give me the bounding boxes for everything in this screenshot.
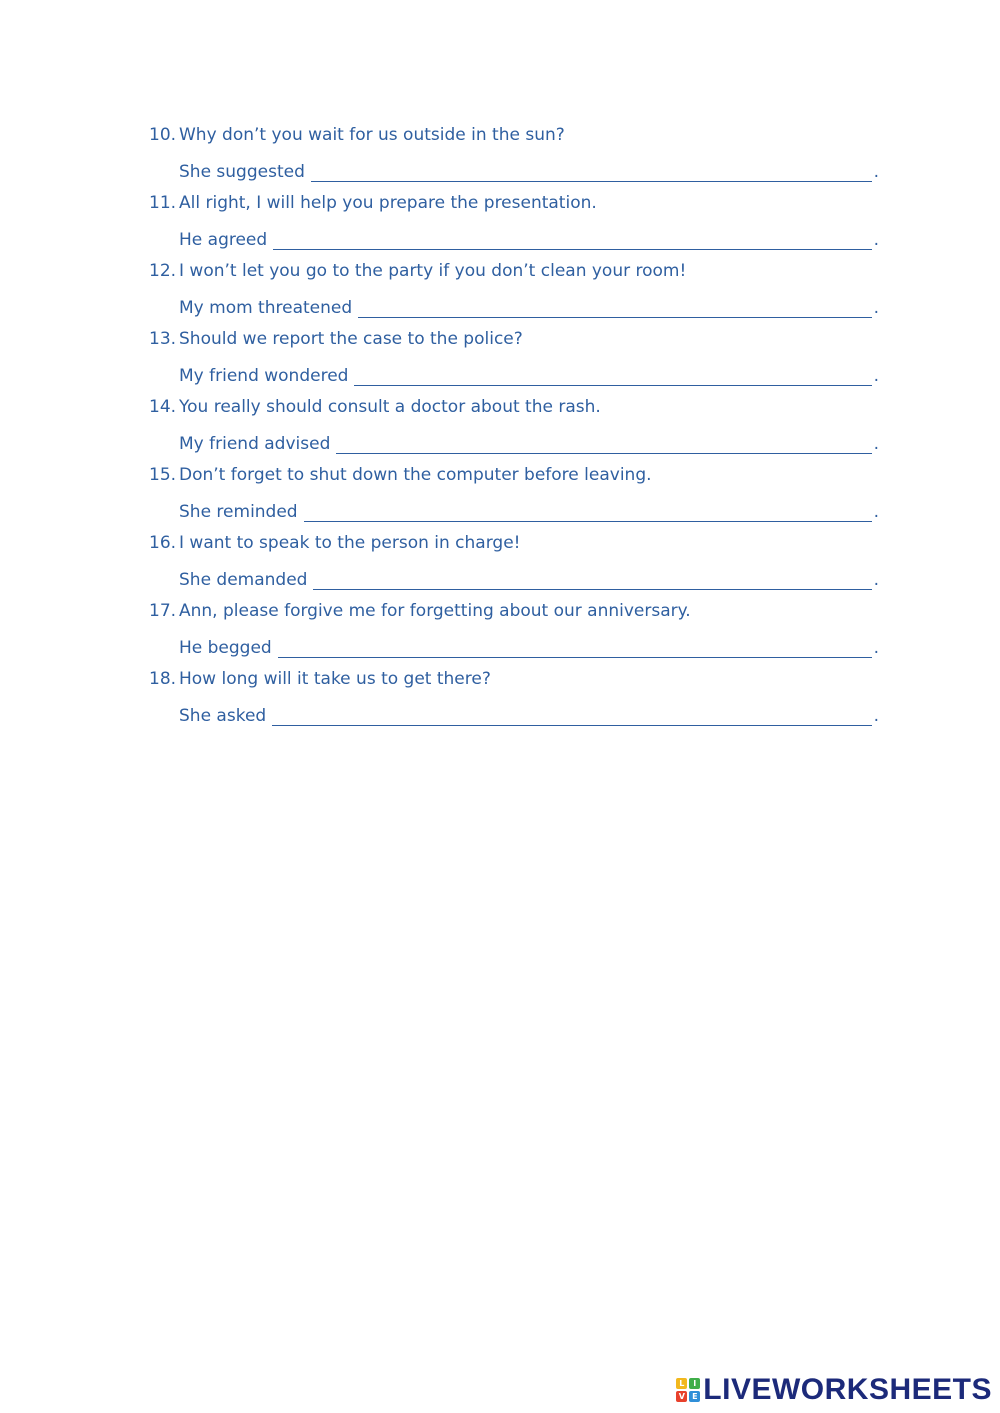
answer-stem: She suggested <box>179 162 305 182</box>
exercise-prompt-line <box>149 118 879 152</box>
answer-field[interactable] <box>358 301 871 318</box>
exercise-prompt: All right, I will help you prepare the presentation. <box>179 193 597 213</box>
answer-period: . <box>873 298 879 318</box>
exercise-prompt: Should we report the case to the police? <box>179 329 523 349</box>
exercise-number: 16. <box>149 533 177 553</box>
answer-stem: She asked <box>179 706 267 726</box>
exercise-answer-line <box>149 288 879 322</box>
answer-field[interactable] <box>304 505 872 522</box>
answer-field[interactable] <box>278 641 872 658</box>
answer-stem: My friend advised <box>179 434 331 454</box>
brand-name: LIVEWORKSHEETS <box>703 1373 992 1406</box>
answer-field[interactable] <box>354 369 871 386</box>
exercise-prompt: Why don’t you wait for us outside in the sun? <box>179 125 565 145</box>
exercise-prompt: Don’t forget to shut down the computer before leaving. <box>179 465 652 485</box>
exercise-15 <box>149 458 879 526</box>
answer-field[interactable] <box>273 233 871 250</box>
exercise-18 <box>149 662 879 730</box>
answer-period: . <box>873 570 879 590</box>
exercise-number: 13. <box>149 329 177 349</box>
answer-stem: She reminded <box>179 502 298 522</box>
answer-stem: He begged <box>179 638 272 658</box>
answer-period: . <box>873 366 879 386</box>
logo-block-l: L <box>676 1378 687 1389</box>
exercise-prompt-line <box>149 322 879 356</box>
exercise-prompt-line <box>149 662 879 696</box>
exercise-number: 11. <box>149 193 177 213</box>
answer-period: . <box>873 638 879 658</box>
liveworksheets-logo <box>676 1373 992 1407</box>
logo-block-v: V <box>676 1391 687 1402</box>
answer-period: . <box>873 230 879 250</box>
answer-period: . <box>873 706 879 726</box>
exercise-prompt: How long will it take us to get there? <box>179 669 491 689</box>
exercise-17 <box>149 594 879 662</box>
exercise-answer-line <box>149 424 879 458</box>
exercise-answer-line <box>149 492 879 526</box>
exercise-12 <box>149 254 879 322</box>
exercise-16 <box>149 526 879 594</box>
exercise-number: 12. <box>149 261 177 281</box>
answer-stem: My mom threatened <box>179 298 353 318</box>
answer-period: . <box>873 434 879 454</box>
answer-field[interactable] <box>336 437 871 454</box>
exercise-number: 15. <box>149 465 177 485</box>
answer-stem: My friend wondered <box>179 366 349 386</box>
exercise-number: 17. <box>149 601 177 621</box>
exercise-prompt-line <box>149 186 879 220</box>
exercise-prompt: Ann, please forgive me for forgetting about our anniversary. <box>179 601 691 621</box>
exercise-10 <box>149 118 879 186</box>
exercise-prompt-line <box>149 254 879 288</box>
exercise-answer-line <box>149 356 879 390</box>
exercise-number: 10. <box>149 125 177 145</box>
answer-field[interactable] <box>311 165 872 182</box>
exercise-answer-line <box>149 220 879 254</box>
answer-field[interactable] <box>313 573 871 590</box>
answer-stem: She demanded <box>179 570 308 590</box>
logo-block-e: E <box>689 1391 700 1402</box>
answer-period: . <box>873 162 879 182</box>
exercise-11 <box>149 186 879 254</box>
exercise-number: 14. <box>149 397 177 417</box>
exercise-prompt-line <box>149 390 879 424</box>
exercise-prompt: I want to speak to the person in charge! <box>179 533 521 553</box>
answer-field[interactable] <box>272 709 871 726</box>
exercise-prompt-line <box>149 458 879 492</box>
exercise-answer-line <box>149 152 879 186</box>
logo-blocks-icon <box>676 1378 700 1402</box>
answer-stem: He agreed <box>179 230 268 250</box>
answer-period: . <box>873 502 879 522</box>
exercise-prompt-line <box>149 594 879 628</box>
exercise-number: 18. <box>149 669 177 689</box>
logo-block-i: I <box>689 1378 700 1389</box>
exercise-prompt: You really should consult a doctor about the rash. <box>179 397 601 417</box>
exercise-13 <box>149 322 879 390</box>
exercise-answer-line <box>149 628 879 662</box>
exercise-14 <box>149 390 879 458</box>
exercise-answer-line <box>149 696 879 730</box>
exercise-answer-line <box>149 560 879 594</box>
exercise-prompt: I won’t let you go to the party if you don’t clean your room! <box>179 261 687 281</box>
worksheet <box>149 118 879 730</box>
exercise-prompt-line <box>149 526 879 560</box>
